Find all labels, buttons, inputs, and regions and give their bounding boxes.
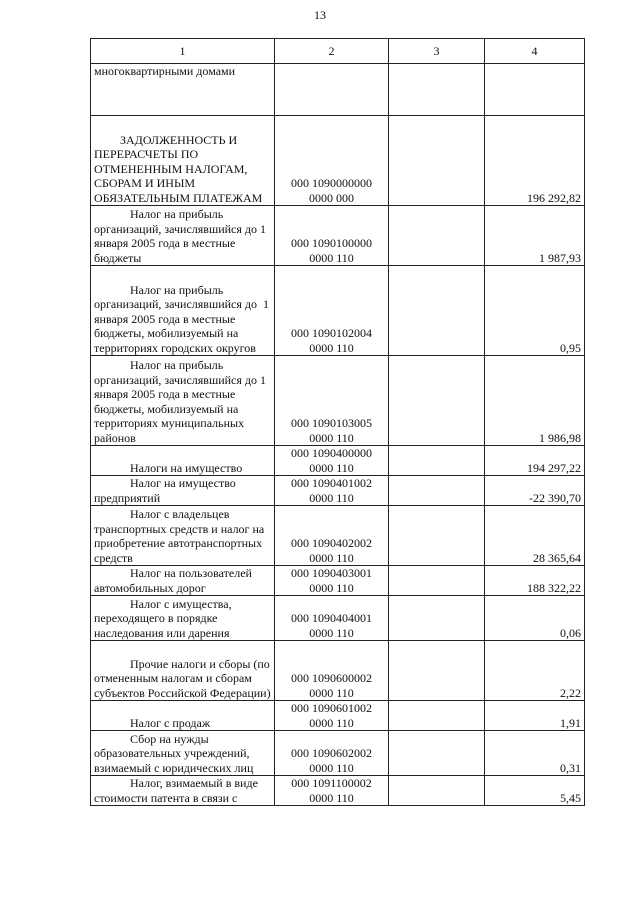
- row-name-cell: Налог с владельцев транспортных средств и налог на приобретение автотранспортных средств: [91, 506, 275, 566]
- table-row: [91, 206, 585, 266]
- table-row: [91, 446, 585, 476]
- table-row: [91, 566, 585, 596]
- table-row: [91, 596, 585, 641]
- row-col3-cell: [389, 356, 485, 446]
- row-code-cell: 000 1090000000 0000 000: [275, 116, 389, 206]
- row-amount-cell: 196 292,82: [485, 116, 585, 206]
- table-row: [91, 731, 585, 776]
- table-row: [91, 506, 585, 566]
- row-amount-cell: 1 986,98: [485, 356, 585, 446]
- row-amount-cell: 5,45: [485, 776, 585, 806]
- row-name-cell: Налог на пользователей автомобильных дорог: [91, 566, 275, 596]
- table-row: [91, 641, 585, 701]
- row-col3-cell: [389, 596, 485, 641]
- row-col3-cell: [389, 776, 485, 806]
- row-code-cell: 000 1090100000 0000 110: [275, 206, 389, 266]
- column-header-3: 3: [389, 39, 485, 64]
- row-code-cell: 000 1090601002 0000 110: [275, 701, 389, 731]
- row-name-cell: Сбор на нужды образовательных учреждений, взимаемый с юридических лиц: [91, 731, 275, 776]
- row-amount-cell: 1 987,93: [485, 206, 585, 266]
- column-header-1: 1: [91, 39, 275, 64]
- row-amount-cell: 188 322,22: [485, 566, 585, 596]
- row-code-cell: [275, 64, 389, 116]
- row-name-cell: Налог на прибыль организаций, зачислявшийся до 1 января 2005 года в местные бюджеты: [91, 206, 275, 266]
- row-name-cell: Налог на прибыль организаций, зачислявшийся до 1 января 2005 года в местные бюджеты, мобилизуемый на территориях городских округов: [91, 266, 275, 356]
- row-amount-cell: 1,91: [485, 701, 585, 731]
- row-code-cell: 000 1091100002 0000 110: [275, 776, 389, 806]
- row-col3-cell: [389, 446, 485, 476]
- row-amount-cell: 0,06: [485, 596, 585, 641]
- row-amount-cell: 28 365,64: [485, 506, 585, 566]
- row-name-cell: Налог на имущество предприятий: [91, 476, 275, 506]
- column-header-2: 2: [275, 39, 389, 64]
- row-col3-cell: [389, 701, 485, 731]
- table-row: [91, 701, 585, 731]
- row-name-cell: Налог с продаж: [91, 701, 275, 731]
- row-code-cell: 000 1090103005 0000 110: [275, 356, 389, 446]
- row-col3-cell: [389, 506, 485, 566]
- row-col3-cell: [389, 641, 485, 701]
- row-name-cell: Налог, взимаемый в виде стоимости патента в связи с: [91, 776, 275, 806]
- row-name-cell: Налог на прибыль организаций, зачислявшийся до 1 января 2005 года в местные бюджеты, мобилизуемый на территориях муниципальных районов: [91, 356, 275, 446]
- row-code-cell: 000 1090402002 0000 110: [275, 506, 389, 566]
- row-col3-cell: [389, 566, 485, 596]
- row-name-cell: многоквартирными домами: [91, 64, 275, 116]
- budget-revenue-table: [90, 38, 585, 806]
- row-code-cell: 000 1090102004 0000 110: [275, 266, 389, 356]
- row-col3-cell: [389, 64, 485, 116]
- row-col3-cell: [389, 206, 485, 266]
- row-col3-cell: [389, 116, 485, 206]
- table-row: [91, 266, 585, 356]
- column-header-4: 4: [485, 39, 585, 64]
- table-body: [91, 64, 585, 806]
- row-code-cell: 000 1090602002 0000 110: [275, 731, 389, 776]
- row-amount-cell: 2,22: [485, 641, 585, 701]
- table-row: [91, 64, 585, 116]
- table-row: [91, 356, 585, 446]
- row-name-cell: ЗАДОЛЖЕННОСТЬ И ПЕРЕРАСЧЕТЫ ПО ОТМЕНЕННЫМ НАЛОГАМ, СБОРАМ И ИНЫМ ОБЯЗАТЕЛЬНЫМ ПЛАТЕЖАМ: [91, 116, 275, 206]
- row-name-cell: Налог с имущества, переходящего в порядке наследования или дарения: [91, 596, 275, 641]
- row-name-cell: Налоги на имущество: [91, 446, 275, 476]
- table-header: [91, 39, 585, 64]
- table-row: [91, 476, 585, 506]
- row-amount-cell: 0,31: [485, 731, 585, 776]
- row-amount-cell: -22 390,70: [485, 476, 585, 506]
- row-code-cell: 000 1090600002 0000 110: [275, 641, 389, 701]
- row-code-cell: 000 1090404001 0000 110: [275, 596, 389, 641]
- row-code-cell: 000 1090401002 0000 110: [275, 476, 389, 506]
- row-col3-cell: [389, 731, 485, 776]
- table-row: [91, 776, 585, 806]
- row-code-cell: 000 1090400000 0000 110: [275, 446, 389, 476]
- page-number: 13: [314, 8, 326, 22]
- row-amount-cell: 194 297,22: [485, 446, 585, 476]
- row-amount-cell: [485, 64, 585, 116]
- row-col3-cell: [389, 266, 485, 356]
- row-amount-cell: 0,95: [485, 266, 585, 356]
- row-col3-cell: [389, 476, 485, 506]
- row-name-cell: Прочие налоги и сборы (по отмененным налогам и сборам субъектов Российской Федерации): [91, 641, 275, 701]
- header-row: [91, 39, 585, 64]
- table-row: [91, 116, 585, 206]
- row-code-cell: 000 1090403001 0000 110: [275, 566, 389, 596]
